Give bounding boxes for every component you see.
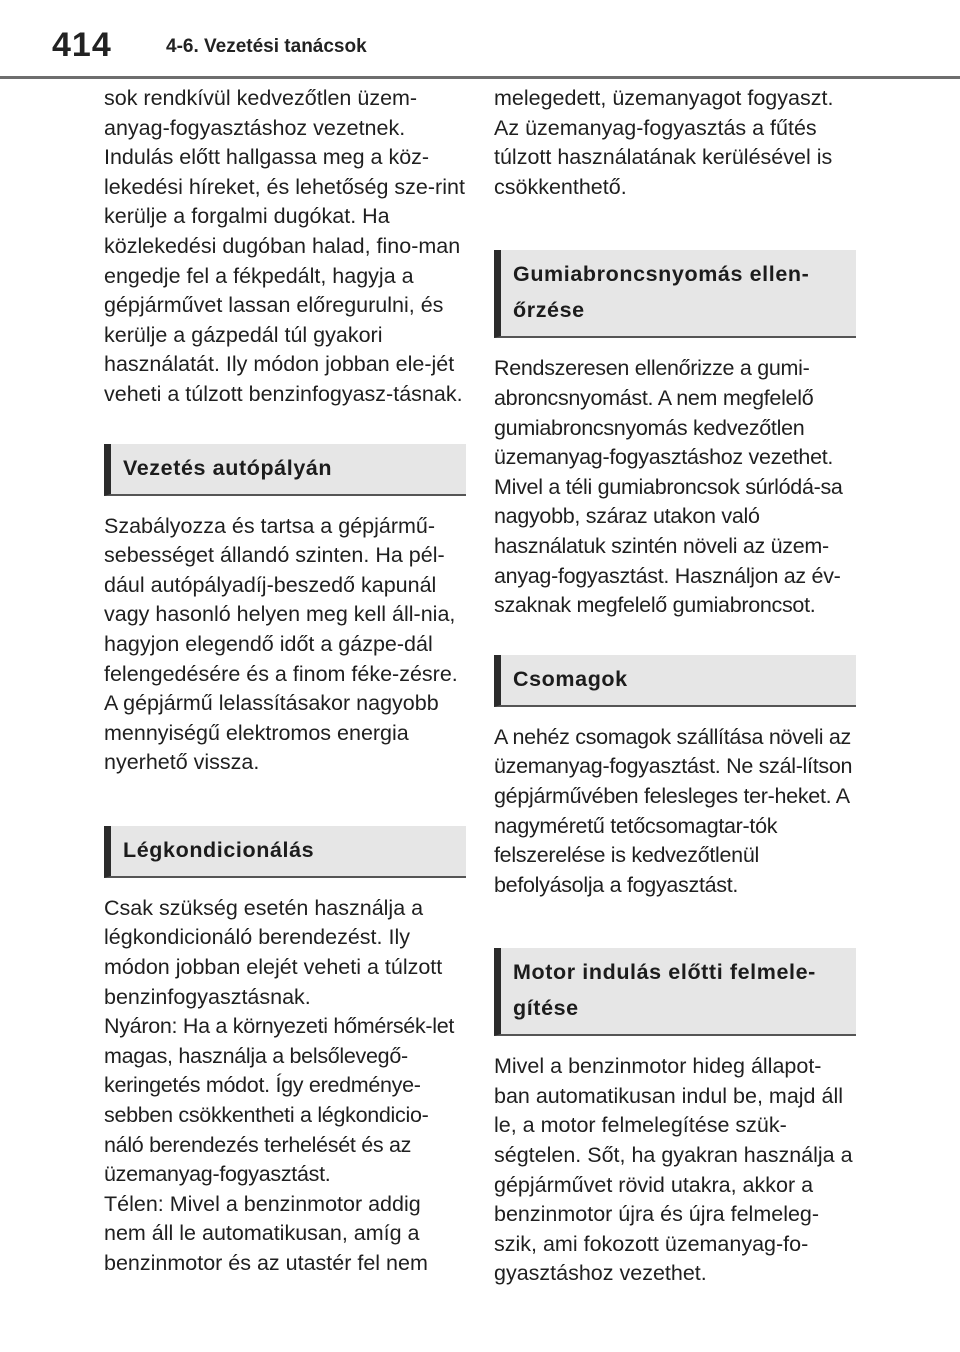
intro-paragraph: sok rendkívül kedvezőtlen üzem-anyag-fogyasztáshoz vezetnek. Indulás előtt hallgassa meg a köz-lekedési híreket, és lehetőség sze-rint kerülje a forgalmi dugókat. Ha közlekedési dugóban halad, fino-man engedje fel a fékpedált, hagyja a gépjárművet lassan előregurulni, és kerülje a gázpedál túl gyakori használatát. Ily módon jobban ele-jét veheti a túlzott benzinfogyasz-tásnak. [104, 86, 465, 406]
luggage-paragraph: A nehéz csomagok szállítása növeli az üzemanyag-fogyasztást. Ne szál-lítson gépjárművében felesleges ter-heket. A nagyméretű tetőcsomagtar-tók felszerelése is kedvezőtlenül befolyásolja a fogyasztást. [494, 724, 853, 897]
tyre-paragraph: Rendszeresen ellenőrizze a gumi-abroncsnyomást. A nem megfelelő gumiabroncsnyomás kedvezőtlen üzemanyag-fogyasztáshoz vezethet. Mivel a téli gumiabroncsok súrlódá-sa nagyobb, száraz utakon való használatuk szintén növeli az üzem-anyag-fogyasztást. Használjon az év-szaknak megfelelő gumiabroncsot. [494, 356, 843, 618]
highway-paragraph: Szabályozza és tartsa a gépjármű-sebességet állandó szinten. Ha pél-dául autópályadíj-beszedő kapunál vagy hasonló helyen meg kell áll-nia, hagyjon elegendő időt a gázpe-dál felengedésére és a finom féke-zésre. A gépjármű lelassításakor nagyobb mennyiségű elektromos energia nyerhető vissza. [104, 513, 458, 775]
ac-winter-paragraph: Télen: Mivel a benzinmotor addig nem áll le automatikusan, amíg a benzinmotor és az utastér fel nem [104, 1191, 428, 1275]
heading-highway: Vezetés autópályán [104, 444, 466, 496]
left-column [104, 84, 466, 1279]
heading-luggage: Csomagok [494, 655, 856, 707]
ac-summer-paragraph: Nyáron: Ha a környezeti hőmérsék-let magas, használja a belsőlevegő-keringetés módot. Így eredménye-sebben csökkentheti a légkondicio-náló berendezés terhelését és az üzemanyag-fogyasztást. [104, 1014, 455, 1187]
page-header [0, 0, 960, 80]
ac-paragraph: Csak szükség esetén használja a légkondicionáló berendezést. Ily módon jobban elejét veheti a túlzott benzinfogyasztásnak. [104, 895, 443, 1009]
section-title: 4-6. Vezetési tanácsok [166, 36, 367, 57]
right-column [494, 84, 856, 1289]
heading-air-conditioning: Légkondicionálás [104, 826, 466, 878]
heading-engine-warmup: Motor indulás előtti felmele-gítése [494, 948, 856, 1036]
heading-tyre-pressure: Gumiabroncsnyomás ellen-őrzése [494, 250, 856, 338]
page-number: 414 [52, 26, 112, 64]
heating-continuation-paragraph: melegedett, üzemanyagot fogyaszt. Az üzemanyag-fogyasztás a fűtés túlzott használatának kerülésével is csökkenthető. [494, 86, 834, 199]
warmup-paragraph: Mivel a benzinmotor hideg állapot-ban automatikusan indul be, majd áll le, a motor felmelegítése szük-ségtelen. Sőt, ha gyakran használja a gépjárművet rövid utakra, akkor a benzinmotor újra és újra felmeleg-szik, ami fokozott üzemanyag-fo-gyasztáshoz vezethet. [494, 1054, 853, 1286]
header-divider [0, 76, 960, 79]
